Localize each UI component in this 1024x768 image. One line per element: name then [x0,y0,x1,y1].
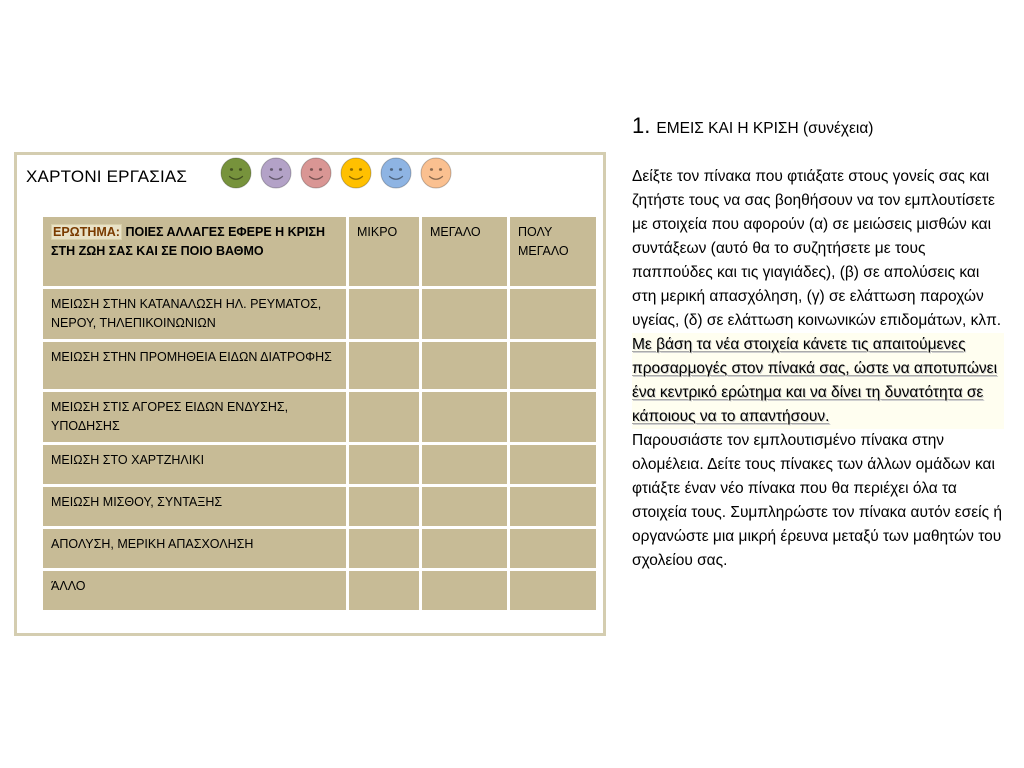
row-label: ΜΕΙΩΣΗ ΣΤΗΝ ΚΑΤΑΝΑΛΩΣΗ ΗΛ. ΡΕΥΜΑΤΟΣ, ΝΕΡΟΥ, ΤΗΛΕΠΙΚΟΙΝΩΝΙΩΝ [43,289,346,339]
table-cell[interactable] [422,392,507,442]
purple-smiley-icon [260,157,292,189]
table-header-row [43,217,596,286]
table-row [43,289,596,339]
pink-smiley-icon [300,157,332,189]
table-cell[interactable] [510,445,596,484]
row-label: ΆΛΛΟ [43,571,346,610]
green-smiley-icon [220,157,252,189]
table-cell[interactable] [349,445,419,484]
table-cell[interactable] [349,487,419,526]
row-label: ΜΕΙΩΣΗ ΣΤΟ ΧΑΡΤΖΗΛΙΚΙ [43,445,346,484]
table-cell[interactable] [349,342,419,389]
orange-smiley-icon [420,157,452,189]
table-row [43,571,596,610]
table-cell[interactable] [349,529,419,568]
table-cell[interactable] [349,392,419,442]
table-cell[interactable] [510,342,596,389]
table-cell[interactable] [510,487,596,526]
table-row [43,392,596,442]
column-header-small: ΜΙΚΡΟ [349,217,419,286]
table-cell[interactable] [422,571,507,610]
table-row [43,342,596,389]
yellow-smiley-icon [340,157,372,189]
question-header-cell [43,217,346,286]
question-label: ΕΡΩΤΗΜΑ: [53,225,120,239]
column-header-large: ΜΕΓΑΛΟ [422,217,507,286]
table-cell[interactable] [510,529,596,568]
table-cell[interactable] [422,529,507,568]
section-title: ΕΜΕΙΣ ΚΑΙ Η ΚΡΙΣΗ (συνέχεια) [656,120,874,137]
table-cell[interactable] [510,289,596,339]
table-row [43,529,596,568]
column-header-very-large: ΠΟΛΥ ΜΕΓΑΛΟ [510,217,596,286]
table-row [43,487,596,526]
section-heading [632,114,1004,141]
instructions-paragraph-1: Δείξτε τον πίνακα που φτιάξατε στους γονείς σας και ζητήστε τους να σας βοηθήσουν να τον εμπλουτίσετε με στοιχεία που αφορούν (α) σε μειώσεις μισθών και συντάξεων (αυτό θα το συζητήσετε με τους παππούδες και τις γιαγιάδες), (β) σε απολύσεις και στη μερική απασχόληση, (γ) σε ελάττωση παροχών υγείας, (δ) σε ελάττωση κοινωνικών επιδομάτων, κλπ. [632,168,1002,329]
table-cell[interactable] [422,445,507,484]
instructions-panel [632,114,1004,573]
worksheet-title: ΧΑΡΤΟΝΙ ΕΡΓΑΣΙΑΣ [26,167,188,186]
question-text: ΠΟΙΕΣ ΑΛΛΑΓΕΣ ΕΦΕΡΕ Η ΚΡΙΣΗ ΣΤΗ ΖΩΗ ΣΑΣ ΚΑΙ ΣΕ ΠΟΙΟ ΒΑΘΜΟ [51,225,326,258]
table-cell[interactable] [422,289,507,339]
section-number: 1. [632,113,651,138]
table-cell[interactable] [422,342,507,389]
row-label: ΜΕΙΩΣΗ ΣΤΗΝ ΠΡΟΜΗΘΕΙΑ ΕΙΔΩΝ ΔΙΑΤΡΟΦΗΣ [43,342,346,389]
row-label: ΜΕΙΩΣΗ ΣΤΙΣ ΑΓΟΡΕΣ ΕΙΔΩΝ ΕΝΔΥΣΗΣ, ΥΠΟΔΗΣΗΣ [43,392,346,442]
changes-table [40,214,599,613]
instructions-paragraph-3: Παρουσιάστε τον εμπλουτισμένο πίνακα στην ολομέλεια. Δείτε τους πίνακες των άλλων ομάδων και φτιάξτε έναν νέο πίνακα που θα περιέχει όλα τα στοιχεία τους. Συμπληρώστε τον πίνακα αυτόν εσείς ή οργανώστε μια μικρή έρευνα μεταξύ των μαθητών του σχολείου σας. [632,432,1002,569]
table-cell[interactable] [510,571,596,610]
blue-smiley-icon [380,157,412,189]
table-row [43,445,596,484]
row-label: ΜΕΙΩΣΗ ΜΙΣΘΟΥ, ΣΥΝΤΑΞΗΣ [43,487,346,526]
table-cell[interactable] [422,487,507,526]
instructions-paragraph-2: Με βάση τα νέα στοιχεία κάνετε τις απαιτούμενες προσαρμογές στον πίνακά σας, ώστε να αποτυπώνει ένα κεντρικό ερώτημα και να δίνει τη δυνατότητα σε κάποιους να το απαντήσουν. [632,333,1004,429]
table-cell[interactable] [349,289,419,339]
row-label: ΑΠΟΛΥΣΗ, ΜΕΡΙΚΗ ΑΠΑΣΧΟΛΗΣΗ [43,529,346,568]
table-cell[interactable] [510,392,596,442]
table-cell[interactable] [349,571,419,610]
